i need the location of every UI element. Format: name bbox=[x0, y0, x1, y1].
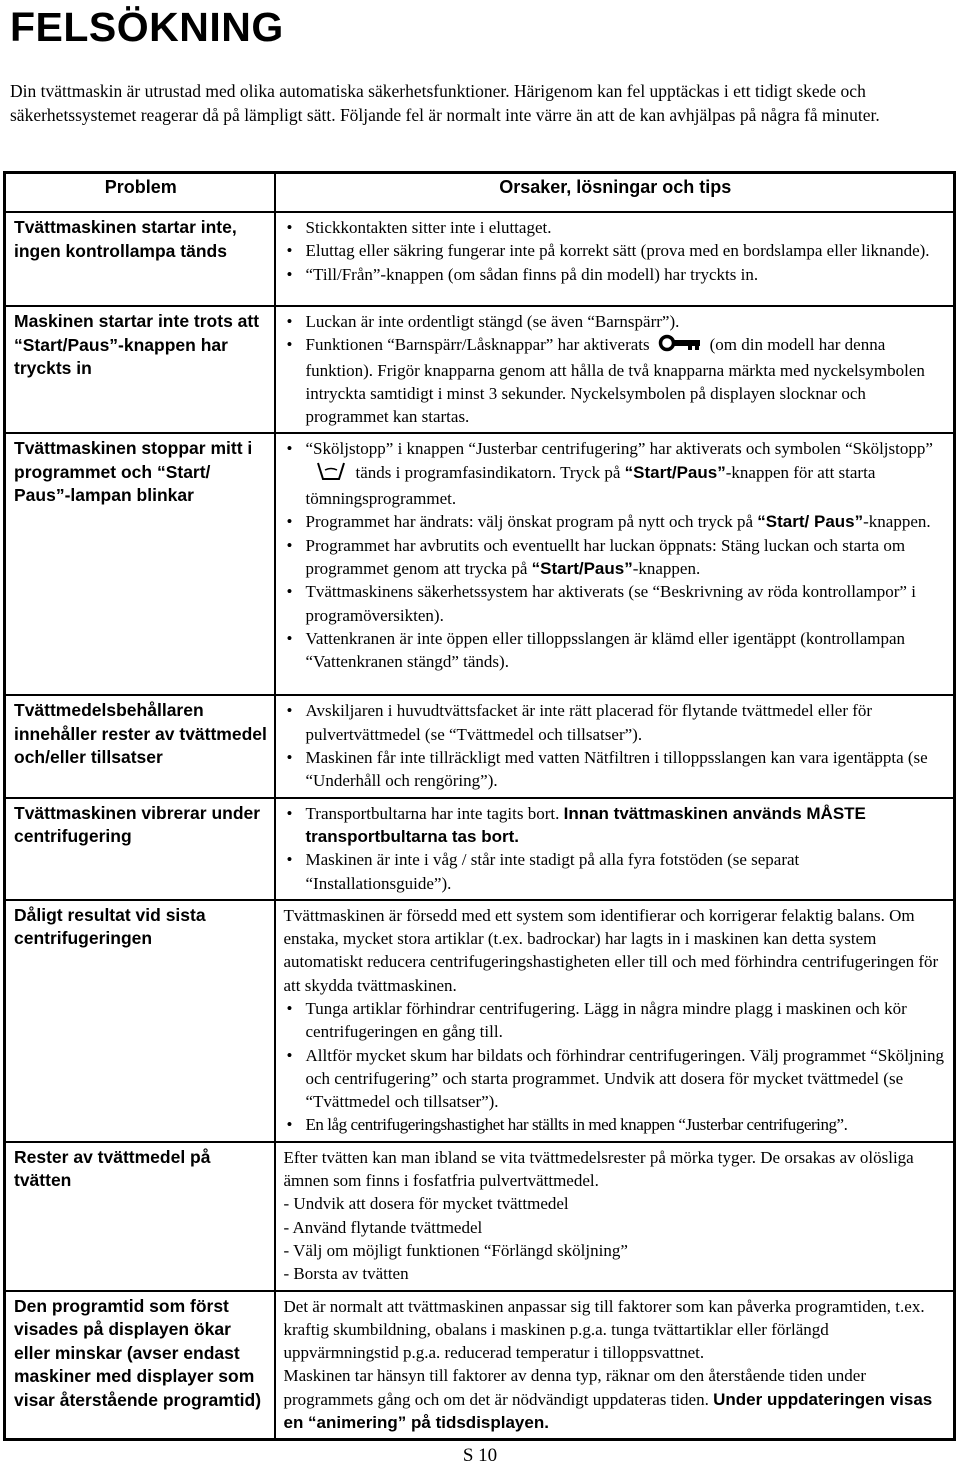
solution-list bbox=[284, 437, 948, 673]
table-row bbox=[5, 212, 955, 306]
list-item: • Tunga artiklar förhindrar centrifugering. Lägg in några mindre plagg i maskinen och kör centrifugeringen en gång till. bbox=[284, 997, 948, 1044]
list-item: • Maskinen är inte i våg / står inte stadigt på alla fyra fotstöden (se separat “Installationsguide”). bbox=[284, 848, 948, 895]
list-item-text: -knappen. bbox=[863, 512, 931, 532]
key-icon bbox=[658, 334, 702, 358]
table-row bbox=[5, 1291, 955, 1440]
solution-cell bbox=[275, 1142, 955, 1291]
problem-cell: Tvättmaskinen startar inte, ingen kontrollampa tänds bbox=[5, 212, 275, 306]
solution-cell bbox=[275, 900, 955, 1142]
table-header-row bbox=[5, 173, 955, 213]
list-item-text: “Sköljstopp” i knappen “Justerbar centrifugering” har aktiverats och symbolen “Sköljstopp” bbox=[305, 439, 933, 459]
start-pause-label: “Start/ Paus” bbox=[757, 512, 864, 532]
problem-cell: Tvättmedelsbehållaren innehåller rester av tvättmedel och/eller tillsatser bbox=[5, 695, 275, 797]
list-item-text: -knappen för att starta tömningsprogrammet. bbox=[305, 462, 876, 509]
solution-cell bbox=[275, 212, 955, 306]
troubleshooting-table bbox=[3, 171, 956, 1441]
paragraph-text: Maskinen tar hänsyn till faktorer av denna typ, räknar om den återstående tiden under programmets gång och om det är nödvändigt uppdateras tiden. bbox=[283, 1366, 867, 1409]
list-item bbox=[284, 333, 948, 428]
list-item: • “Till/Från”-knappen (om sådan finns på din modell) har tryckts in. bbox=[284, 263, 948, 286]
list-item-text: Programmet har avbrutits och eventuellt har luckan öppnats: Stäng luckan och starta om programmet genom att trycka på bbox=[305, 535, 906, 578]
tip-line: - Undvik att dosera för mycket tvättmedel bbox=[283, 1194, 569, 1214]
solution-paragraph: Tvättmaskinen är försedd med ett system som identifierar och korrigerar felaktig balans. Om enstaka, mycket stora artiklar (t.ex. badrockar) har lagts in i maskinen kan detta system automatiskt reducera centrifugeringshastigheten eller till och med förhindra centrifugeringen för att skydda tvättmaskinen. bbox=[283, 905, 939, 995]
list-item bbox=[284, 510, 948, 533]
tip-line: - Använd flytande tvättmedel bbox=[283, 1217, 483, 1237]
solution-cell bbox=[275, 1291, 955, 1440]
problem-cell: Dåligt resultat vid sista centrifugeringen bbox=[5, 900, 275, 1142]
solution-cell bbox=[275, 798, 955, 900]
intro-text: Din tvättmaskin är utrustad med olika automatiska säkerhetsfunktioner. Härigenom kan fel upptäckas i ett tidigt skede och säkerhetssystemet reagerar då på lämpligt sätt. Följande fel är normalt inte värre än att de kan avhjälpas på några få minuter. bbox=[10, 81, 880, 125]
list-item: • Alltför mycket skum har bildats och förhindrar centrifugeringen. Välj programmet “Sköljning och centrifugering” och starta programmet. Undvik att dosera för mycket tvättmedel (se “Tvättmedel och tillsatser”). bbox=[284, 1044, 948, 1114]
list-item: • Maskinen får inte tillräckligt med vatten Nätfiltren i tilloppsslangen kan vara igentäppta (se “Underhåll och rengöring”). bbox=[284, 746, 948, 793]
list-item-text: Programmet har ändrats: välj önskat program på nytt och tryck på bbox=[305, 512, 754, 532]
list-item: • Avskiljaren i huvudtvättsfacket är inte rätt placerad för flytande tvättmedel eller för pulvertvättmedel (se “Tvättmedel och tillsatser”). bbox=[284, 699, 948, 746]
solution-paragraph: Det är normalt att tvättmaskinen anpassar sig till faktorer som kan påverka programtiden, t.ex. kraftig skumbildning, obalans i maskinen p.g.a. tunga tvättartiklar eller förlängd uppvärmningstid p.g.a. reducerad temperatur i tilloppsvattnet. bbox=[283, 1296, 925, 1363]
list-item bbox=[284, 534, 948, 581]
warning-text: Innan tvättmaskinen används MÅSTE transportbultarna tas bort. bbox=[305, 803, 866, 846]
table-row bbox=[5, 900, 955, 1142]
start-pause-label: “Start/Paus” bbox=[531, 558, 633, 578]
header-problem: Problem bbox=[5, 173, 275, 213]
list-item bbox=[284, 437, 948, 510]
list-item: • Eluttag eller säkring fungerar inte på korrekt sätt (prova med en bordslampa eller liknande). bbox=[284, 239, 948, 262]
list-item-text: Transportbultarna har inte tagits bort. bbox=[305, 803, 560, 823]
table-row bbox=[5, 306, 955, 433]
list-item: • Tvättmaskinens säkerhetssystem har aktiverats (se “Beskrivning av röda kontrollampor” i programöversikten). bbox=[284, 580, 948, 627]
problem-cell: Tvättmaskinen vibrerar under centrifugering bbox=[5, 798, 275, 900]
problem-cell: Tvättmaskinen stoppar mitt i programmet och “Start/ Paus”-lampan blinkar bbox=[5, 433, 275, 695]
solution-list bbox=[284, 216, 948, 286]
problem-cell: Den programtid som först visades på displayen ökar eller minskar (avser endast maskiner med displayer som visar återstående programtid) bbox=[5, 1291, 275, 1440]
table-row bbox=[5, 1142, 955, 1291]
list-item: • Stickkontakten sitter inte i eluttaget. bbox=[284, 216, 948, 239]
tip-line: - Välj om möjligt funktionen “Förlängd sköljning” bbox=[283, 1240, 628, 1260]
list-item-text: (om din modell har denna funktion). Frigör knapparna genom att hålla de två knapparna märkta med nyckelsymbolen intryckta samtidigt i minst 3 sekunder. Nyckelsymbolen på displayen slocknar och programmet kan startas. bbox=[305, 335, 925, 427]
solution-paragraph: Efter tvätten kan man ibland se vita tvättmedelsrester på mörka tyger. De orsakas av olösliga ämnen som finns i fosfatfria pulvertvättmedel. bbox=[283, 1147, 914, 1191]
solution-cell bbox=[275, 433, 955, 695]
problem-cell: Rester av tvättmedel på tvätten bbox=[5, 1142, 275, 1291]
page-title: FELSÖKNING bbox=[10, 4, 284, 50]
list-item: • Luckan är inte ordentligt stängd (se även “Barnspärr”). bbox=[284, 310, 948, 333]
list-item-text: Funktionen “Barnspärr/Låsknappar” har aktiverats bbox=[305, 335, 650, 355]
solution-list bbox=[284, 699, 948, 792]
table-row bbox=[5, 433, 955, 695]
table-row bbox=[5, 695, 955, 797]
list-item bbox=[284, 802, 948, 849]
start-pause-label: “Start/Paus” bbox=[624, 462, 726, 482]
solution-list bbox=[284, 310, 948, 428]
solution-cell bbox=[275, 695, 955, 797]
list-item-text: tänds i programfasindikatorn. Tryck på bbox=[355, 462, 621, 482]
table-row bbox=[5, 798, 955, 900]
list-item-text: -knappen. bbox=[632, 558, 701, 578]
problem-cell: Maskinen startar inte trots att “Start/Paus”-knappen har tryckts in bbox=[5, 306, 275, 433]
tip-line: - Borsta av tvätten bbox=[283, 1264, 409, 1284]
header-solution: Orsaker, lösningar och tips bbox=[275, 173, 955, 213]
rinse-hold-icon bbox=[316, 461, 346, 487]
emphasis-text: Under uppdateringen visas en “animering” på tidsdisplayen. bbox=[283, 1389, 933, 1433]
solution-list bbox=[284, 802, 948, 895]
list-item: • Vattenkranen är inte öppen eller tilloppsslangen är klämd eller igentäppt (kontrollampan “Vattenkranen stängd” tänds). bbox=[284, 627, 948, 674]
list-item: • En låg centrifugeringshastighet har ställts in med knappen “Justerbar centrifugering”. bbox=[284, 1113, 948, 1136]
page-number: S 10 bbox=[462, 1445, 498, 1466]
solution-list bbox=[284, 997, 948, 1137]
solution-cell bbox=[275, 306, 955, 433]
solution-paragraph bbox=[284, 1364, 948, 1434]
